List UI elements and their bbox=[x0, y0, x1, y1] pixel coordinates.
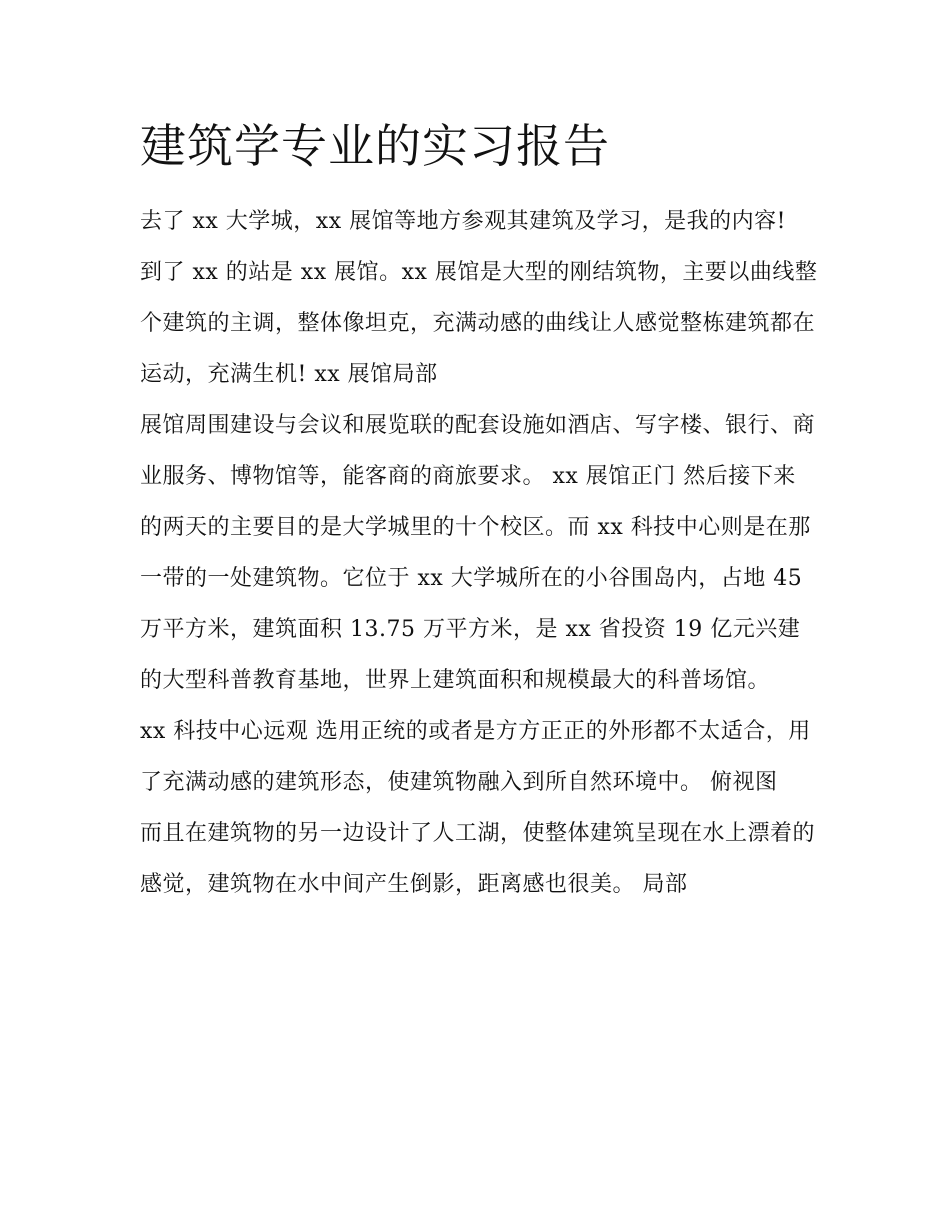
paragraph-2: 到了 xx 的站是 xx 展馆。xx 展馆是大型的刚结筑物，主要以曲线整个建筑的主调，整体像坦克，充满动感的曲线让人感觉整栋建筑都在运动，充满生机! xx 展馆局部 bbox=[140, 260, 818, 387]
document-title: 建筑学专业的实习报告 bbox=[140, 119, 610, 173]
paragraph-5: 而且在建筑物的另一边设计了人工湖，使整体建筑呈现在水上漂着的感觉，建筑物在水中间产生倒影，距离感也很美。 局部 bbox=[140, 821, 816, 897]
document-body bbox=[140, 196, 818, 910]
paragraph-1: 去了 xx 大学城，xx 展馆等地方参观其建筑及学习，是我的内容! bbox=[140, 209, 786, 234]
paragraph-3: 展馆周围建设与会议和展览联的配套设施如酒店、写字楼、银行、商业服务、博物馆等，能客商的商旅要求。 xx 展馆正门 然后接下来的两天的主要目的是大学城里的十个校区。而 xx 科技中心则是在那一带的一处建筑物。它位于 xx 大学城所在的小谷围岛内，占地 45 万平方米，建筑面积 13.75 万平方米，是 xx 省投资 19 亿元兴建的大型科普教育基地，世界上建筑面积和规模最大的科普场馆。 bbox=[140, 413, 816, 693]
paragraph-4: xx 科技中心远观 选用正统的或者是方方正正的外形都不太适合，用了充满动感的建筑形态，使建筑物融入到所自然环境中。 俯视图 bbox=[140, 719, 811, 795]
